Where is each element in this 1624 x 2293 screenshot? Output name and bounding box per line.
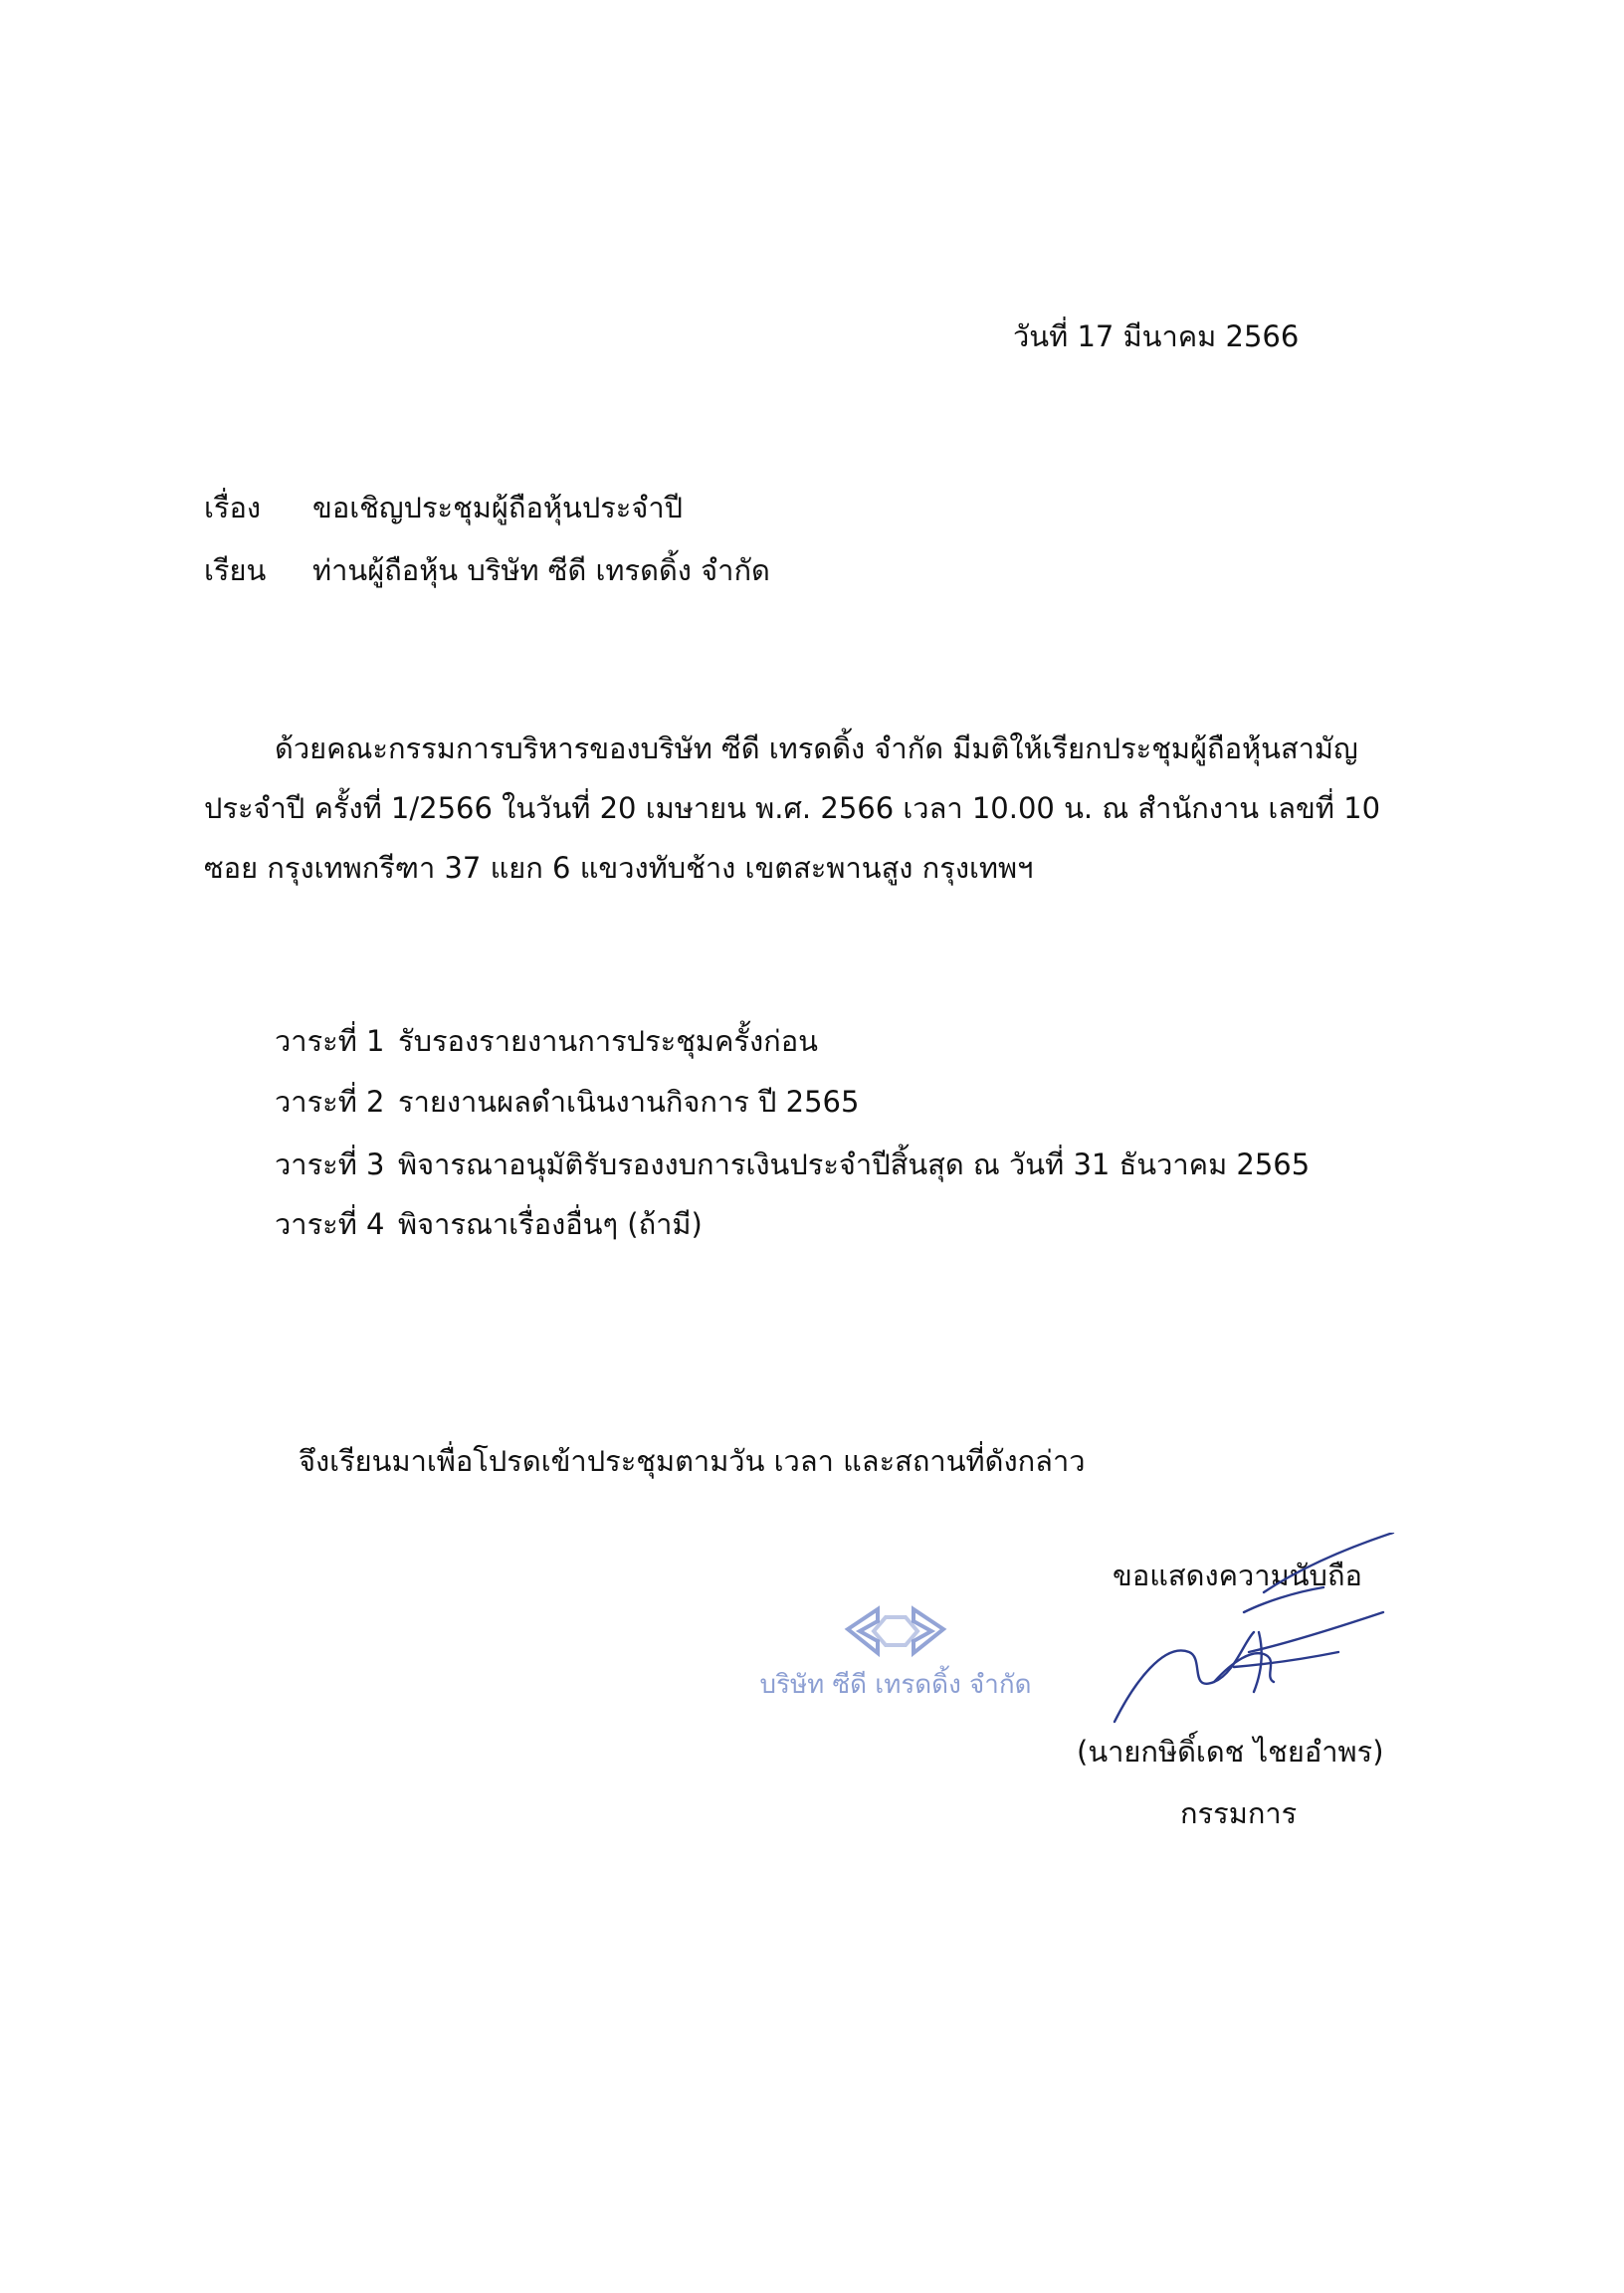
agenda-label-3: วาระที่ 3: [275, 1147, 385, 1181]
company-stamp: [756, 1597, 1035, 1707]
closing-sentence: จึงเรียนมาเพื่อโปรดเข้าประชุมตามวัน เวลา และสถานที่ดังกล่าว: [299, 1444, 1086, 1478]
agenda-text-2: รายงานผลดำเนินงานกิจการ ปี 2565: [398, 1085, 860, 1119]
handwritten-signature: [1095, 1533, 1413, 1732]
stamp-company-name: บริษัท ซีดี เทรดดิ้ง จำกัด: [759, 1670, 1032, 1700]
agenda-label-2: วาระที่ 2: [275, 1085, 385, 1119]
subject-label: เรื่อง: [204, 491, 262, 524]
body-paragraph-line-1: ด้วยคณะกรรมการบริหารของบริษัท ซีดี เทรดดิ้ง จำกัด มีมติให้เรียกประชุมผู้ถือหุ้นสามัญ: [275, 731, 1358, 765]
signer-name: (นายกษิดิ์เดช ไชยอำพร): [1077, 1735, 1384, 1769]
signer-position: กรรมการ: [1180, 1796, 1298, 1830]
subject-text: ขอเชิญประชุมผู้ถือหุ้นประจำปี: [312, 491, 684, 524]
recipient-text: ท่านผู้ถือหุ้น บริษัท ซีดี เทรดดิ้ง จำกัด: [312, 553, 770, 587]
recipient-label: เรียน: [204, 553, 267, 587]
agenda-text-4: พิจารณาเรื่องอื่นๆ (ถ้ามี): [398, 1207, 703, 1241]
agenda-label-1: วาระที่ 1: [275, 1024, 385, 1058]
agenda-label-4: วาระที่ 4: [275, 1207, 385, 1241]
body-paragraph-line-3: ซอย กรุงเทพกรีฑา 37 แยก 6 แขวงทับช้าง เขตสะพานสูง กรุงเทพฯ: [204, 851, 1034, 885]
body-paragraph-line-2: ประจำปี ครั้งที่ 1/2566 ในวันที่ 20 เมษายน พ.ศ. 2566 เวลา 10.00 น. ณ สำนักงาน เลขที่ 10: [204, 791, 1381, 825]
agenda-text-3: พิจารณาอนุมัติรับรองงบการเงินประจำปีสิ้นสุด ณ วันที่ 31 ธันวาคม 2565: [398, 1147, 1311, 1181]
stamp-logo-icon: [848, 1609, 943, 1653]
regards-text: ขอแสดงความนับถือ: [1113, 1559, 1362, 1592]
agenda-text-1: รับรองรายงานการประชุมครั้งก่อน: [398, 1024, 818, 1058]
letter-date: วันที่ 17 มีนาคม 2566: [1013, 319, 1300, 353]
